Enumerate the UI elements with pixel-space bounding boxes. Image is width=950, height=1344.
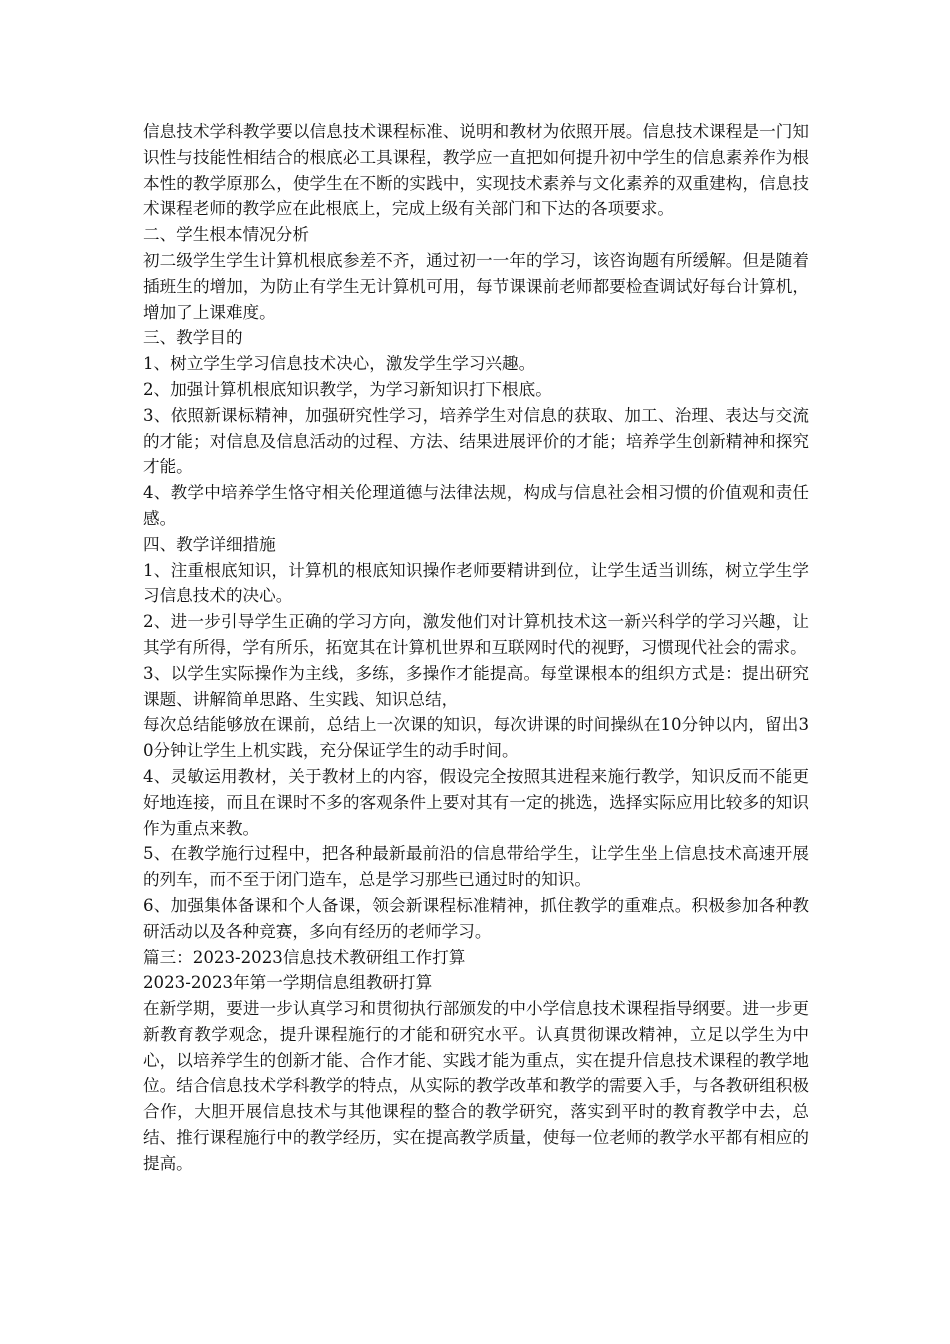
plan-paragraph: 在新学期，要进一步认真学习和贯彻执行部颁发的中小学信息技术课程指导纲要。进一步更新教育教学观念，提升课程施行的才能和研究水平。认真贯彻课改精神，立足以学生为中心，以培养学生的创新才能、合作才能、实践才能为重点，实在提升信息技术课程的教学地位。结合信息技术学科教学的特点，从实际的教学改革和教学的需要入手，与各教研组积极合作，大胆开展信息技术与其他课程的整合的教学研究，落实到平时的教育教学中去，总结、推行课程施行中的教学经历，实在提高教学质量，使每一位老师的教学水平都有相应的提高。: [143, 999, 809, 1173]
measure-item-3: 3、以学生实际操作为主线，多练，多操作才能提高。每堂课根本的组织方式是：提出研究课题、讲解简单思路、生实践、知识总结，: [143, 663, 809, 709]
student-situation-paragraph: 初二级学生学生计算机根底参差不齐，通过初一一年的学习，该咨询题有所缓解。但是随着插班生的增加，为防止有学生无计算机可用，每节课课前老师都要检查调试好每台计算机，增加了上课难度。: [143, 250, 809, 322]
section-heading-teaching-goals: 三、教学目的: [143, 328, 243, 348]
goal-item-2: 2、加强计算机根底知识教学，为学习新知识打下根底。: [143, 379, 552, 399]
plan-title: 2023-2023年第一学期信息组教研打算: [143, 973, 433, 993]
document-body: [143, 119, 809, 1177]
measure-item-6: 6、加强集体备课和个人备课，领会新课程标准精神，抓住教学的重难点。积极参加各种教研活动以及各种竞赛，多向有经历的老师学习。: [143, 895, 809, 941]
measure-item-4: 4、灵敏运用教材，关于教材上的内容，假设完全按照其进程来施行教学，知识反而不能更好地连接，而且在课时不多的客观条件上要对其有一定的挑选，选择实际应用比较多的知识作为重点来教。: [143, 766, 809, 838]
intro-paragraph: 信息技术学科教学要以信息技术课程标准、说明和教材为依照开展。信息技术课程是一门知识性与技能性相结合的根底必工具课程，教学应一直把如何提升初中学生的信息素养作为根本性的教学原那么，使学生在不断的实践中，实现技术素养与文化素养的双重建构，信息技术课程老师的教学应在此根底上，完成上级有关部门和下达的各项要求。: [143, 122, 809, 219]
section-heading-measures: 四、教学详细措施: [143, 534, 276, 554]
section-heading-student-situation: 二、学生根本情况分析: [143, 225, 309, 245]
part-three-title: 篇三：2023-2023信息技术教研组工作打算: [143, 947, 466, 967]
goal-item-1: 1、树立学生学习信息技术决心，激发学生学习兴趣。: [143, 354, 536, 374]
measure-item-2: 2、进一步引导学生正确的学习方向，激发他们对计算机技术这一新兴科学的学习兴趣，让其学有所得，学有所乐，拓宽其在计算机世界和互联网时代的视野，习惯现代社会的需求。: [143, 612, 809, 657]
measure-item-5: 5、在教学施行过程中，把各种最新最前沿的信息带给学生，让学生坐上信息技术高速开展的列车，而不至于闭门造车，总是学习那些已通过时的知识。: [143, 844, 809, 890]
measure-item-3-continued: 每次总结能够放在课前，总结上一次课的知识，每次讲课的时间操纵在10分钟以内，留出30分钟让学生上机实践，充分保证学生的动手时间。: [143, 715, 809, 761]
goal-item-4: 4、教学中培养学生恪守相关伦理道德与法律法规，构成与信息社会相习惯的价值观和责任感。: [143, 483, 809, 528]
measure-item-1: 1、注重根底知识，计算机的根底知识操作老师要精讲到位，让学生适当训练，树立学生学习信息技术的决心。: [143, 560, 809, 606]
goal-item-3: 3、依照新课标精神，加强研究性学习，培养学生对信息的获取、加工、治理、表达与交流的才能；对信息及信息活动的过程、方法、结果进展评价的才能；培养学生创新精神和探究才能。: [143, 405, 809, 477]
